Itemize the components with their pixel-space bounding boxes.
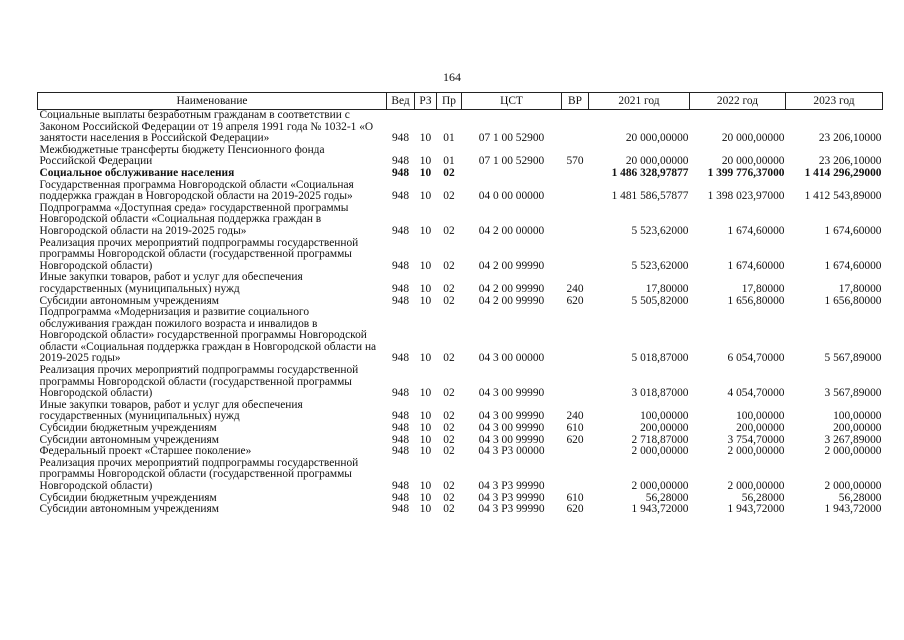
row-name-cell: Субсидии автономным учреждениям xyxy=(39,294,219,307)
row-2023-cell: 3 267,89000 xyxy=(824,433,882,446)
row-name-cell: Реализация прочих мероприятий подпрограммы государственной программы Новгородской области (государственной программы Новгородской области) xyxy=(39,364,359,400)
row-name-cell: Реализация прочих мероприятий подпрограммы государственной программы Новгородской области (государственной программы Новгородской области) xyxy=(39,456,359,492)
header-pr: Пр xyxy=(437,93,462,110)
row-2022-cell: 100,00000 xyxy=(736,410,785,423)
row-rz-cell: 10 xyxy=(419,155,432,168)
header-cst: ЦСТ xyxy=(462,93,562,110)
row-name-cell: Подпрограмма «Доступная среда» государственной программы Новгородской области «Социальная поддержка граждан в Новгородской области на 2019-2025 годы» xyxy=(39,201,349,237)
row-rz-cell: 10 xyxy=(419,387,432,400)
row-cst-cell: 04 0 00 00000 xyxy=(478,190,545,203)
row-2021-cell: 5 505,82000 xyxy=(631,294,689,307)
row-pr-cell: 02 xyxy=(443,422,455,435)
row-2021-cell: 20 000,00000 xyxy=(625,155,689,168)
row-pr-cell: 02 xyxy=(443,433,455,446)
row-name-cell: Социальное обслуживание населения xyxy=(39,166,235,179)
row-vr-cell xyxy=(562,458,589,493)
table-row xyxy=(38,203,883,238)
row-pr-cell: 02 xyxy=(443,503,455,516)
table-row xyxy=(38,458,883,493)
row-cst-cell: 04 3 00 99990 xyxy=(478,410,545,423)
row-2021-cell: 2 718,87000 xyxy=(631,433,689,446)
row-name-cell: Государственная программа Новгородской области «Социальная поддержка граждан в Новгородской области на 2019-2025 годы» xyxy=(39,178,354,203)
row-2023-cell: 23 206,10000 xyxy=(818,132,882,145)
row-rz-cell: 10 xyxy=(419,166,432,179)
table-row xyxy=(38,365,883,400)
row-cst-cell: 04 3 00 00000 xyxy=(478,352,545,365)
row-2022-cell: 20 000,00000 xyxy=(721,155,785,168)
row-2021-cell: 20 000,00000 xyxy=(625,132,689,145)
row-cst-cell: 07 1 00 52900 xyxy=(478,155,545,168)
row-vr-cell xyxy=(562,168,589,180)
row-pr-cell: 02 xyxy=(443,491,455,504)
row-pr-cell: 02 xyxy=(443,224,455,237)
row-pr-cell: 02 xyxy=(443,387,455,400)
row-vr-cell: 570 xyxy=(566,155,584,168)
row-pr-cell: 02 xyxy=(443,259,455,272)
row-vr-cell xyxy=(562,307,589,365)
table-row xyxy=(38,145,883,168)
row-ved-cell: 948 xyxy=(391,445,410,458)
row-2022-cell: 1 399 776,37000 xyxy=(707,166,785,179)
row-vr-cell xyxy=(562,238,589,273)
row-cst-cell: 04 2 00 99990 xyxy=(478,259,545,272)
row-2021-cell: 17,80000 xyxy=(645,282,689,295)
row-rz-cell: 10 xyxy=(419,433,432,446)
row-vr-cell: 620 xyxy=(566,433,584,446)
row-2022-cell: 17,80000 xyxy=(741,282,785,295)
table-row xyxy=(38,110,883,145)
row-pr-cell: 02 xyxy=(443,294,455,307)
row-name-cell: Иные закупки товаров, работ и услуг для обеспечения государственных (муниципальных) нужд xyxy=(39,398,303,423)
row-rz-cell: 10 xyxy=(419,259,432,272)
row-rz-cell: 10 xyxy=(419,224,432,237)
row-pr-cell: 01 xyxy=(443,155,455,168)
row-2023-cell: 3 567,89000 xyxy=(824,387,882,400)
row-ved-cell: 948 xyxy=(391,503,410,516)
row-name-cell: Межбюджетные трансферты бюджету Пенсионного фонда Российской Федерации xyxy=(39,143,325,168)
table-row xyxy=(38,238,883,273)
row-rz-cell: 10 xyxy=(419,190,432,203)
row-2023-cell: 5 567,89000 xyxy=(824,352,882,365)
row-name-cell: Субсидии бюджетным учреждениям xyxy=(39,422,217,435)
row-2021-cell: 3 018,87000 xyxy=(631,387,689,400)
row-2022-cell: 3 754,70000 xyxy=(727,433,785,446)
row-2023-cell: 1 674,60000 xyxy=(824,259,882,272)
row-name-cell: Субсидии автономным учреждениям xyxy=(39,433,219,446)
row-2021-cell: 200,00000 xyxy=(640,422,689,435)
row-ved-cell: 948 xyxy=(391,480,410,492)
header-vr: ВР xyxy=(562,93,589,110)
row-ved-cell: 948 xyxy=(391,410,410,423)
row-ved-cell: 948 xyxy=(391,132,410,145)
row-ved-cell: 948 xyxy=(391,352,410,365)
row-2021-cell: 1 481 586,57877 xyxy=(611,190,689,203)
row-vr-cell xyxy=(562,110,589,145)
row-cst-cell: 04 3 P3 99990 xyxy=(478,503,545,516)
row-rz-cell: 10 xyxy=(419,422,432,435)
header-rz: РЗ xyxy=(415,93,437,110)
row-rz-cell: 10 xyxy=(419,410,432,423)
row-rz-cell: 10 xyxy=(419,132,432,145)
row-2023-cell: 23 206,10000 xyxy=(818,155,882,168)
row-2022-cell: 1 674,60000 xyxy=(727,224,785,237)
table-body xyxy=(38,110,883,516)
row-cst-cell: 04 3 00 99990 xyxy=(478,433,545,446)
row-2021-cell: 5 523,62000 xyxy=(631,259,689,272)
row-2022-cell: 2 000,00000 xyxy=(727,480,785,492)
row-ved-cell: 948 xyxy=(391,294,410,307)
row-cst-cell: 04 2 00 99990 xyxy=(478,294,545,307)
budget-table xyxy=(37,92,883,516)
row-name-cell: Подпрограмма «Модернизация и развитие социального обслуживания граждан пожилого возраста и инвалидов в Новгородской области» государственной программы Новгородской области «Социальная поддержка граждан в Новгородской области на 2019-2025 годы» xyxy=(39,306,377,365)
row-ved-cell: 948 xyxy=(391,155,410,168)
row-2021-cell: 56,28000 xyxy=(645,491,689,504)
row-pr-cell: 02 xyxy=(443,166,455,179)
row-2023-cell: 56,28000 xyxy=(838,491,882,504)
row-name-cell: Субсидии автономным учреждениям xyxy=(39,503,219,516)
row-name-cell: Иные закупки товаров, работ и услуг для обеспечения государственных (муниципальных) нужд xyxy=(39,271,303,295)
page-number: 164 xyxy=(443,70,461,84)
row-2022-cell: 1 674,60000 xyxy=(727,259,785,272)
row-2023-cell: 1 414 296,29000 xyxy=(804,166,882,179)
header-2022: 2022 год xyxy=(690,93,786,110)
row-rz-cell: 10 xyxy=(419,445,432,458)
row-rz-cell: 10 xyxy=(419,294,432,307)
row-rz-cell: 10 xyxy=(419,491,432,504)
row-ved-cell: 948 xyxy=(391,491,410,504)
row-cst-cell xyxy=(462,168,562,180)
row-cst-cell: 07 1 00 52900 xyxy=(478,132,545,145)
row-cst-cell: 04 2 00 00000 xyxy=(478,224,545,237)
row-2023-cell: 1 656,80000 xyxy=(824,294,882,307)
row-2022-cell: 56,28000 xyxy=(741,491,785,504)
table-row xyxy=(38,423,883,435)
row-2023-cell: 2 000,00000 xyxy=(824,445,882,458)
row-cst-cell: 04 3 00 99990 xyxy=(478,387,545,400)
row-cst-cell: 04 3 P3 99990 xyxy=(478,491,545,504)
row-pr-cell: 02 xyxy=(443,282,455,295)
row-pr-cell: 02 xyxy=(443,480,455,492)
row-2023-cell: 200,00000 xyxy=(833,422,882,435)
row-rz-cell: 10 xyxy=(419,503,432,516)
row-2021-cell: 5 523,62000 xyxy=(631,224,689,237)
row-2023-cell: 100,00000 xyxy=(833,410,882,423)
row-rz-cell: 10 xyxy=(419,352,432,365)
row-pr-cell: 02 xyxy=(443,190,455,203)
row-vr-cell: 240 xyxy=(566,410,584,423)
row-cst-cell: 04 3 P3 99990 xyxy=(478,480,545,492)
row-2023-cell: 17,80000 xyxy=(838,282,882,295)
row-2022-cell: 1 398 023,97000 xyxy=(707,190,785,203)
table-row xyxy=(38,180,883,203)
row-2023-cell: 1 412 543,89000 xyxy=(804,190,882,203)
row-name-cell: Реализация прочих мероприятий подпрограммы государственной программы Новгородской области (государственной программы Новгородской области) xyxy=(39,236,359,272)
row-2021-cell: 1 486 328,97877 xyxy=(611,166,689,179)
row-2021-cell: 2 000,00000 xyxy=(631,445,689,458)
row-vr-cell: 610 xyxy=(566,422,584,435)
row-ved-cell: 948 xyxy=(391,387,410,400)
row-pr-cell: 02 xyxy=(443,352,455,365)
row-cst-cell: 04 2 00 99990 xyxy=(478,282,545,295)
row-2022-cell: 20 000,00000 xyxy=(721,132,785,145)
row-2021-cell: 2 000,00000 xyxy=(631,480,689,492)
row-vr-cell: 620 xyxy=(566,294,584,307)
row-2022-cell: 6 054,70000 xyxy=(727,352,785,365)
row-ved-cell: 948 xyxy=(391,166,410,179)
table-row xyxy=(38,307,883,365)
row-ved-cell: 948 xyxy=(391,259,410,272)
row-cst-cell: 04 3 00 99990 xyxy=(478,422,545,435)
row-vr-cell: 240 xyxy=(566,282,584,295)
row-rz-cell: 10 xyxy=(419,480,432,492)
row-2023-cell: 1 674,60000 xyxy=(824,224,882,237)
row-vr-cell: 620 xyxy=(566,503,584,516)
row-name-cell: Субсидии бюджетным учреждениям xyxy=(39,491,217,504)
row-ved-cell: 948 xyxy=(391,282,410,295)
header-2021: 2021 год xyxy=(589,93,690,110)
row-2021-cell: 5 018,87000 xyxy=(631,352,689,365)
row-pr-cell: 02 xyxy=(443,445,455,458)
row-vr-cell xyxy=(562,365,589,400)
table-header-row xyxy=(38,93,883,110)
row-ved-cell: 948 xyxy=(391,190,410,203)
table-row xyxy=(38,272,883,295)
row-cst-cell: 04 3 P3 00000 xyxy=(478,445,545,458)
row-vr-cell xyxy=(562,180,589,203)
header-2023: 2023 год xyxy=(786,93,883,110)
row-2022-cell: 2 000,00000 xyxy=(727,445,785,458)
row-2023-cell: 2 000,00000 xyxy=(824,480,882,492)
table-row xyxy=(38,168,883,180)
table-row xyxy=(38,504,883,516)
row-name-cell: Федеральный проект «Старшее поколение» xyxy=(39,445,252,458)
row-rz-cell: 10 xyxy=(419,282,432,295)
row-2022-cell: 1 656,80000 xyxy=(727,294,785,307)
row-2022-cell: 200,00000 xyxy=(736,422,785,435)
row-2023-cell: 1 943,72000 xyxy=(824,503,882,516)
row-ved-cell: 948 xyxy=(391,422,410,435)
header-ved: Вед xyxy=(387,93,415,110)
row-name-cell: Социальные выплаты безработным гражданам в соответствии с Законом Российской Федерации от 19 апреля 1991 года № 1032-1 «О занятости населения в Российской Федерации» xyxy=(39,109,374,145)
row-pr-cell: 01 xyxy=(443,132,455,145)
row-vr-cell: 610 xyxy=(566,491,584,504)
row-ved-cell: 948 xyxy=(391,433,410,446)
row-ved-cell: 948 xyxy=(391,224,410,237)
row-2021-cell: 1 943,72000 xyxy=(631,503,689,516)
row-2022-cell: 4 054,70000 xyxy=(727,387,785,400)
row-vr-cell xyxy=(562,203,589,238)
row-pr-cell: 02 xyxy=(443,410,455,423)
row-2022-cell: 1 943,72000 xyxy=(727,503,785,516)
row-2021-cell: 100,00000 xyxy=(640,410,689,423)
row-vr-cell xyxy=(562,446,589,458)
table-row xyxy=(38,400,883,423)
header-name: Наименование xyxy=(38,93,387,110)
